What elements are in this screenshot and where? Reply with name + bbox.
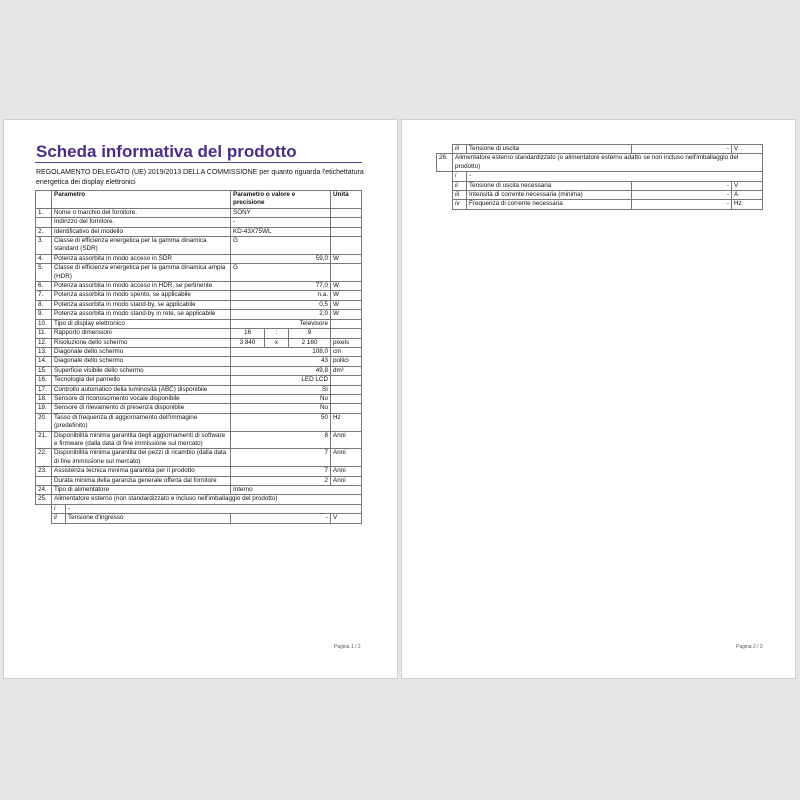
row-unit: V — [732, 145, 763, 154]
row-number: 22. — [36, 449, 52, 467]
table-row — [36, 366, 362, 375]
row-index: ii — [453, 181, 467, 190]
row-value: - — [66, 504, 362, 513]
row-value: Televisore — [231, 319, 331, 328]
row-number: 21. — [36, 431, 52, 449]
row-param: Tensione di uscita — [467, 145, 632, 154]
row-number: 6. — [36, 282, 52, 291]
row-value-b: 9 — [289, 329, 331, 338]
table-row — [36, 385, 362, 394]
row-number: 26. — [437, 154, 453, 172]
row-unit: dm² — [331, 366, 362, 375]
row-param: Frequenza di corrente necessaria — [467, 200, 632, 209]
row-index: i — [453, 172, 467, 181]
row-param: Intensità di corrente necessaria (minima) — [467, 191, 632, 200]
row-value: 108,0 — [231, 347, 331, 356]
table-row — [36, 310, 362, 319]
row-param: Tasso di frequenza di aggiornamento dell'immagine (predefinito) — [52, 413, 231, 431]
table-row — [36, 404, 362, 413]
row-value: n.a. — [231, 291, 331, 300]
row-value: No — [231, 394, 331, 403]
row-value-sep: x — [265, 338, 289, 347]
row-param: Risoluzione dello schermo — [52, 338, 231, 347]
row-unit: Anni — [331, 449, 362, 467]
row-unit: Anni — [331, 431, 362, 449]
row-param: Tipo di alimentatore — [52, 486, 231, 495]
row-value: 59,0 — [231, 254, 331, 263]
row-unit — [331, 237, 362, 255]
row-number: 15. — [36, 366, 52, 375]
row-param: Alimentatore esterno (non standardizzato e incluso nell'imballaggio del prodotto) — [52, 495, 362, 504]
row-number — [36, 218, 52, 227]
row-number: 13. — [36, 347, 52, 356]
row-param: Sensore di riconoscimento vocale disponibile — [52, 394, 231, 403]
row-index: iii — [453, 191, 467, 200]
row-unit: W — [331, 291, 362, 300]
row-unit: V — [331, 514, 362, 523]
row-param: Tensione d'ingresso — [66, 514, 231, 523]
table-row — [36, 467, 362, 476]
row-unit — [331, 264, 362, 282]
table-row — [36, 449, 362, 467]
row-param: Tipo di display elettronico — [52, 319, 231, 328]
row-param: Potenza assorbita in modo acceso in HDR, se pertinente — [52, 282, 231, 291]
page-number: Pagina 1 / 2 — [334, 644, 361, 650]
table-row — [36, 319, 362, 328]
row-value: 49,8 — [231, 366, 331, 375]
table-row — [437, 181, 763, 190]
row-param: Classe di efficienza energetica per la gamma dinamica ampia (HDR) — [52, 264, 231, 282]
row-number: 17. — [36, 385, 52, 394]
row-value: - — [467, 172, 763, 181]
row-unit: Hz — [331, 413, 362, 431]
product-info-table-continued — [436, 144, 763, 210]
row-index: i — [52, 504, 66, 513]
table-row — [36, 495, 362, 504]
row-index: iii — [453, 145, 467, 154]
row-value-a: 3 840 — [231, 338, 265, 347]
row-value: 7 — [231, 449, 331, 467]
row-param: Disponibilità minima garantita degli aggiornamenti di software e firmware (dalla data di fine immissione sul mercato) — [52, 431, 231, 449]
row-value: 50 — [231, 413, 331, 431]
table-row — [36, 357, 362, 366]
row-unit — [331, 227, 362, 236]
table-row — [36, 208, 362, 217]
row-unit — [331, 404, 362, 413]
header-unit: Unità — [331, 191, 362, 209]
row-number: 9. — [36, 310, 52, 319]
table-row — [36, 264, 362, 282]
row-unit: W — [331, 310, 362, 319]
row-unit: pollici — [331, 357, 362, 366]
table-row — [437, 154, 763, 172]
row-value: - — [632, 181, 732, 190]
row-param: Disponibilità minima garantita dei pezzi di ricambio (dalla data di fine immissione sul mercato) — [52, 449, 231, 467]
row-index: iv — [453, 200, 467, 209]
table-row — [36, 514, 362, 523]
row-value: Interno — [231, 486, 362, 495]
row-param: Tecnologia del pannello — [52, 376, 231, 385]
row-number: 2. — [36, 227, 52, 236]
row-param: Superficie visibile dello schermo — [52, 366, 231, 375]
row-param: Rapporto dimensioni — [52, 329, 231, 338]
page-title: Scheda informativa del prodotto — [36, 142, 297, 161]
row-unit — [331, 218, 362, 227]
row-value: Sì — [231, 385, 331, 394]
row-value: - — [231, 514, 331, 523]
product-info-table — [35, 190, 362, 524]
regulation-subtitle: REGOLAMENTO DELEGATO (UE) 2019/2013 DELLA COMMISSIONE per quanto riguarda l'etichettatura energetica dei display elettronici — [36, 169, 364, 186]
row-value: 8 — [231, 431, 331, 449]
row-number: 14. — [36, 357, 52, 366]
row-index: ii — [52, 514, 66, 523]
row-unit: W — [331, 300, 362, 309]
row-unit: A — [732, 191, 763, 200]
table-row — [36, 376, 362, 385]
row-unit: pixels — [331, 338, 362, 347]
table-row — [36, 227, 362, 236]
row-param: Assistenza tecnica minima garantita per il prodotto — [52, 467, 231, 476]
table-row — [36, 431, 362, 449]
row-unit — [331, 319, 362, 328]
header-value: Parametro o valore e precisione — [231, 191, 331, 209]
row-value: 2 — [231, 476, 331, 485]
row-value: 2,0 — [231, 310, 331, 319]
table-row — [437, 145, 763, 154]
row-param: Durata minima della garanzia generale offerta dal fornitore — [52, 476, 231, 485]
table-row — [36, 476, 362, 485]
row-number: 12. — [36, 338, 52, 347]
row-unit — [331, 376, 362, 385]
table-row — [36, 282, 362, 291]
page-number-2: Pagina 2 / 2 — [736, 644, 763, 650]
row-param: Sensore di rilevamento di presenza disponibile — [52, 404, 231, 413]
row-param: Potenza assorbita in modo spento, se applicabile — [52, 291, 231, 300]
row-value: SONY — [231, 208, 331, 217]
header-num — [36, 191, 52, 209]
row-value-a: 16 — [231, 329, 265, 338]
table-row — [36, 347, 362, 356]
row-value-b: 2 160 — [289, 338, 331, 347]
row-number: 5. — [36, 264, 52, 282]
table-row — [36, 486, 362, 495]
row-value: KD-43X75WL — [231, 227, 331, 236]
row-unit: Hz — [732, 200, 763, 209]
row-param: Diagonale dello schermo — [52, 357, 231, 366]
row-param: Tensione di uscita necessaria — [467, 181, 632, 190]
row-unit: Anni — [331, 467, 362, 476]
header-param: Parametro — [52, 191, 231, 209]
row-number: 16. — [36, 376, 52, 385]
row-number: 18. — [36, 394, 52, 403]
table-row — [36, 413, 362, 431]
row-param: Indirizzo del fornitore. — [52, 218, 231, 227]
row-param: Nome o marchio del fornitore. — [52, 208, 231, 217]
row-number: 19. — [36, 404, 52, 413]
row-param: Classe di efficienza energetica per la gamma dinamica standard (SDR) — [52, 237, 231, 255]
table-row — [36, 254, 362, 263]
row-param: Controllo automatico della luminosità (ABC) disponibile — [52, 385, 231, 394]
row-unit — [331, 329, 362, 338]
row-value: - — [231, 218, 331, 227]
row-value: G — [231, 264, 331, 282]
row-unit — [331, 208, 362, 217]
row-value: 7 — [231, 467, 331, 476]
row-number: 4. — [36, 254, 52, 263]
row-unit: V — [732, 181, 763, 190]
row-param: Potenza assorbita in modo stand-by in rete, se applicabile — [52, 310, 231, 319]
row-number: 23. — [36, 467, 52, 476]
row-unit: W — [331, 254, 362, 263]
row-param: Alimentatore esterno standardizzato (o alimentatore esterno adatto se non incluso nell'imballaggio del prodotto) — [453, 154, 763, 172]
row-number — [36, 476, 52, 485]
table-row — [36, 329, 362, 338]
row-param: Identificativo del modello — [52, 227, 231, 236]
row-unit — [331, 394, 362, 403]
table-row — [36, 218, 362, 227]
table-row — [437, 200, 763, 209]
table-row — [36, 300, 362, 309]
row-param: Diagonale dello schermo — [52, 347, 231, 356]
row-unit: cm — [331, 347, 362, 356]
table-row — [36, 237, 362, 255]
row-value: - — [632, 200, 732, 209]
row-value: G — [231, 237, 331, 255]
row-value: No — [231, 404, 331, 413]
table-row — [437, 172, 763, 181]
row-number: 11. — [36, 329, 52, 338]
row-value: LED LCD — [231, 376, 331, 385]
row-number: 24. — [36, 486, 52, 495]
row-number: 3. — [36, 237, 52, 255]
row-number: 8. — [36, 300, 52, 309]
table-header-row — [36, 191, 362, 209]
row-unit: W — [331, 282, 362, 291]
table-row — [36, 504, 362, 513]
row-unit: Anni — [331, 476, 362, 485]
row-value: 77,0 — [231, 282, 331, 291]
row-value: - — [632, 145, 732, 154]
row-value: 43 — [231, 357, 331, 366]
table-row — [36, 338, 362, 347]
title-divider — [35, 162, 362, 163]
row-value: 0,5 — [231, 300, 331, 309]
table-row — [36, 291, 362, 300]
row-value-sep: : — [265, 329, 289, 338]
row-number: 20. — [36, 413, 52, 431]
row-param: Potenza assorbita in modo acceso in SDR — [52, 254, 231, 263]
row-number: 25. — [36, 495, 52, 504]
table-row — [437, 191, 763, 200]
row-number: 7. — [36, 291, 52, 300]
row-number: 1. — [36, 208, 52, 217]
row-value: - — [632, 191, 732, 200]
row-param: Potenza assorbita in modo stand-by, se applicabile — [52, 300, 231, 309]
table-row — [36, 394, 362, 403]
row-unit — [331, 385, 362, 394]
row-number: 10. — [36, 319, 52, 328]
